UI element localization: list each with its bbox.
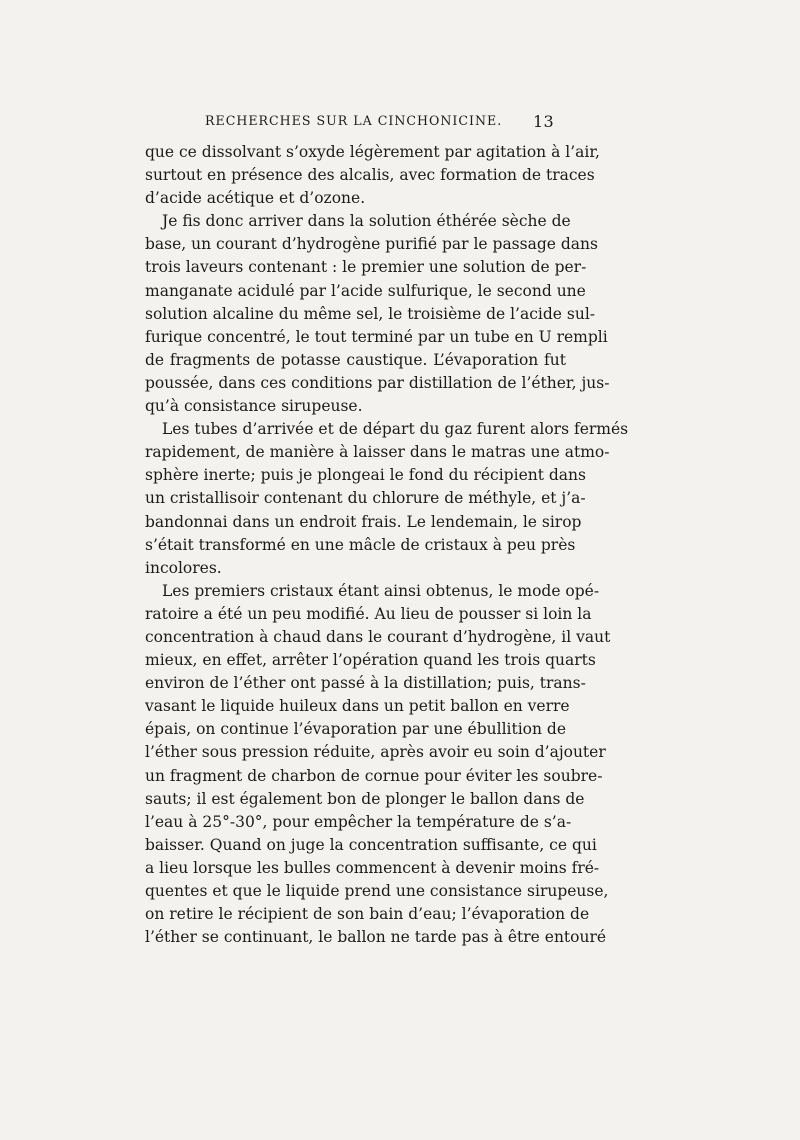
text-line: sauts; il est également bon de plonger le ballon dans de <box>145 789 585 808</box>
text-line: base, un courant d’hydrogène purifié par le passage dans <box>145 235 598 254</box>
text-line: l’éther sous pression réduite, après avoir eu soin d’ajouter <box>145 743 606 762</box>
text-line: manganate acidulé par l’acide sulfurique, le second une <box>145 281 586 300</box>
text-line: l’eau à 25°-30°, pour empêcher la température de s’a- <box>145 812 572 831</box>
text-line: solution alcaline du même sel, le troisième de l’acide sul- <box>145 304 596 323</box>
text-line: s’était transformé en une mâcle de cristaux à peu près <box>145 535 576 554</box>
text-line: ratoire a été un peu modifié. Au lieu de pousser si loin la <box>145 604 592 623</box>
text-line: on retire le récipient de son bain d’eau; l’évaporation de <box>145 905 590 924</box>
text-line: trois laveurs contenant : le premier une solution de per- <box>145 258 587 277</box>
text-line: un cristallisoir contenant du chlorure de méthyle, et j’a- <box>145 489 586 508</box>
text-line: un fragment de charbon de cornue pour éviter les soubre- <box>145 766 603 785</box>
text-line: d’acide acétique et d’ozone. <box>145 189 366 208</box>
text-line: baisser. Quand on juge la concentration suffisante, ce qui <box>145 835 597 854</box>
text-line: vasant le liquide huileux dans un petit ballon en verre <box>145 697 570 716</box>
page-number: 13 <box>533 112 554 131</box>
text-line: Je fis donc arriver dans la solution éthérée sèche de <box>162 212 571 231</box>
text-line: mieux, en effet, arrêter l’opération quand les trois quarts <box>145 651 596 670</box>
running-head-title: RECHERCHES SUR LA CINCHONICINE. <box>205 113 503 128</box>
text-line: surtout en présence des alcalis, avec formation de traces <box>145 166 595 185</box>
body-text <box>145 141 629 949</box>
text-line: que ce dissolvant s’oxyde légèrement par agitation à l’air, <box>145 143 600 161</box>
text-line: poussée, dans ces conditions par distillation de l’éther, jus- <box>145 373 610 392</box>
text-line: bandonnai dans un endroit frais. Le lendemain, le sirop <box>145 512 582 531</box>
text-line: incolores. <box>145 558 222 577</box>
text-line: rapidement, de manière à laisser dans le matras une atmo- <box>145 443 610 462</box>
text-line: l’éther se continuant, le ballon ne tarde pas à être entouré <box>145 928 607 947</box>
text-line: Les tubes d’arrivée et de départ du gaz furent alors fermés <box>162 420 629 439</box>
text-line: a lieu lorsque les bulles commencent à devenir moins fré- <box>145 858 600 877</box>
text-line: quentes et que le liquide prend une consistance sirupeuse, <box>145 882 609 900</box>
text-line: qu’à consistance sirupeuse. <box>145 397 363 416</box>
text-line: furique concentré, le tout terminé par un tube en U rempli <box>145 327 608 346</box>
text-line: concentration à chaud dans le courant d’hydrogène, il vaut <box>145 627 611 646</box>
text-line: Les premiers cristaux étant ainsi obtenus, le mode opé- <box>162 581 600 600</box>
text-line: sphère inerte; puis je plongeai le fond du récipient dans <box>145 466 586 485</box>
text-line: de fragments de potasse caustique. L’évaporation fut <box>145 350 566 369</box>
text-line: environ de l’éther ont passé à la distillation; puis, trans- <box>145 674 586 693</box>
text-line: épais, on continue l’évaporation par une ébullition de <box>145 720 567 739</box>
